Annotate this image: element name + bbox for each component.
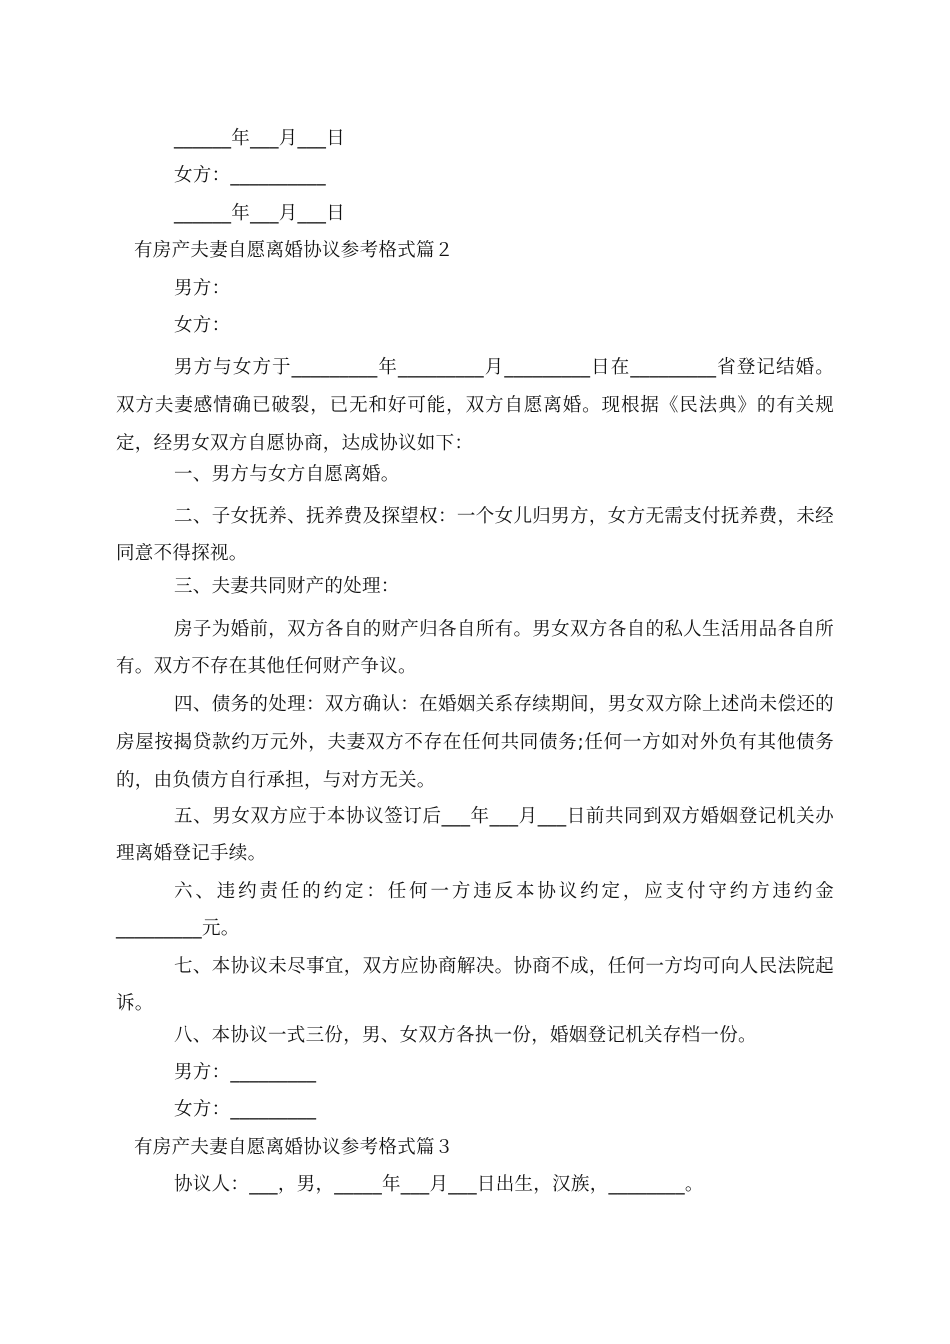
section2-intro-paragraph: 男方与女方于_________年_________月_________日在_________省登记结婚。双方夫妻感情确已破裂，已无和好可能，双方自愿离婚。现根据《民法典》的有关规定，经男女双方自愿协商，达成协议如下： xyxy=(116,357,834,454)
top-signature-date-line-1: ______年___月___日 xyxy=(174,128,346,149)
top-signature-female-line: 女方：__________ xyxy=(174,165,326,186)
clause-7: 七、本协议未尽事宜，双方应协商解决。协商不成，任何一方均可向人民法院起诉。 xyxy=(116,956,834,1014)
section3-party-line: 协议人：___，男，_____年___月___日出生，汉族，________。 xyxy=(174,1174,704,1195)
clause-4: 四、债务的处理：双方确认：在婚姻关系存续期间，男女双方除上述尚未偿还的房屋按揭贷款约万元外，夫妻双方不存在任何共同债务;任何一方如对外负有其他债务的，由负债方自行承担，与对方无关。 xyxy=(116,694,834,791)
clause-2: 二、子女抚养、抚养费及探望权：一个女儿归男方，女方无需支付抚养费，未经同意不得探视。 xyxy=(116,506,834,564)
clause-3-title: 三、夫妻共同财产的处理： xyxy=(174,576,400,597)
section2-female-label: 女方： xyxy=(174,315,231,336)
section2-female-signature: 女方：_________ xyxy=(174,1099,317,1120)
clause-3-body: 房子为婚前，双方各自的财产归各自所有。男女双方各自的私人生活用品各自所有。双方不存在其他任何财产争议。 xyxy=(116,619,834,677)
section3-heading: 有房产夫妻自愿离婚协议参考格式篇３ xyxy=(134,1137,454,1158)
clause-5: 五、男女双方应于本协议签订后___年___月___日前共同到双方婚姻登记机关办理离婚登记手续。 xyxy=(116,806,834,864)
clause-1: 一、男方与女方自愿离婚。 xyxy=(174,464,400,485)
section2-male-label: 男方： xyxy=(174,278,231,299)
clause-6: 六、违约责任的约定：任何一方违反本协议约定，应支付守约方违约金_________元。 xyxy=(116,881,834,939)
section2-male-signature: 男方：_________ xyxy=(174,1062,317,1083)
section2-heading: 有房产夫妻自愿离婚协议参考格式篇２ xyxy=(134,240,454,261)
clause-8: 八、本协议一式三份，男、女双方各执一份，婚姻登记机关存档一份。 xyxy=(174,1025,757,1046)
top-signature-date-line-2: ______年___月___日 xyxy=(174,203,346,224)
